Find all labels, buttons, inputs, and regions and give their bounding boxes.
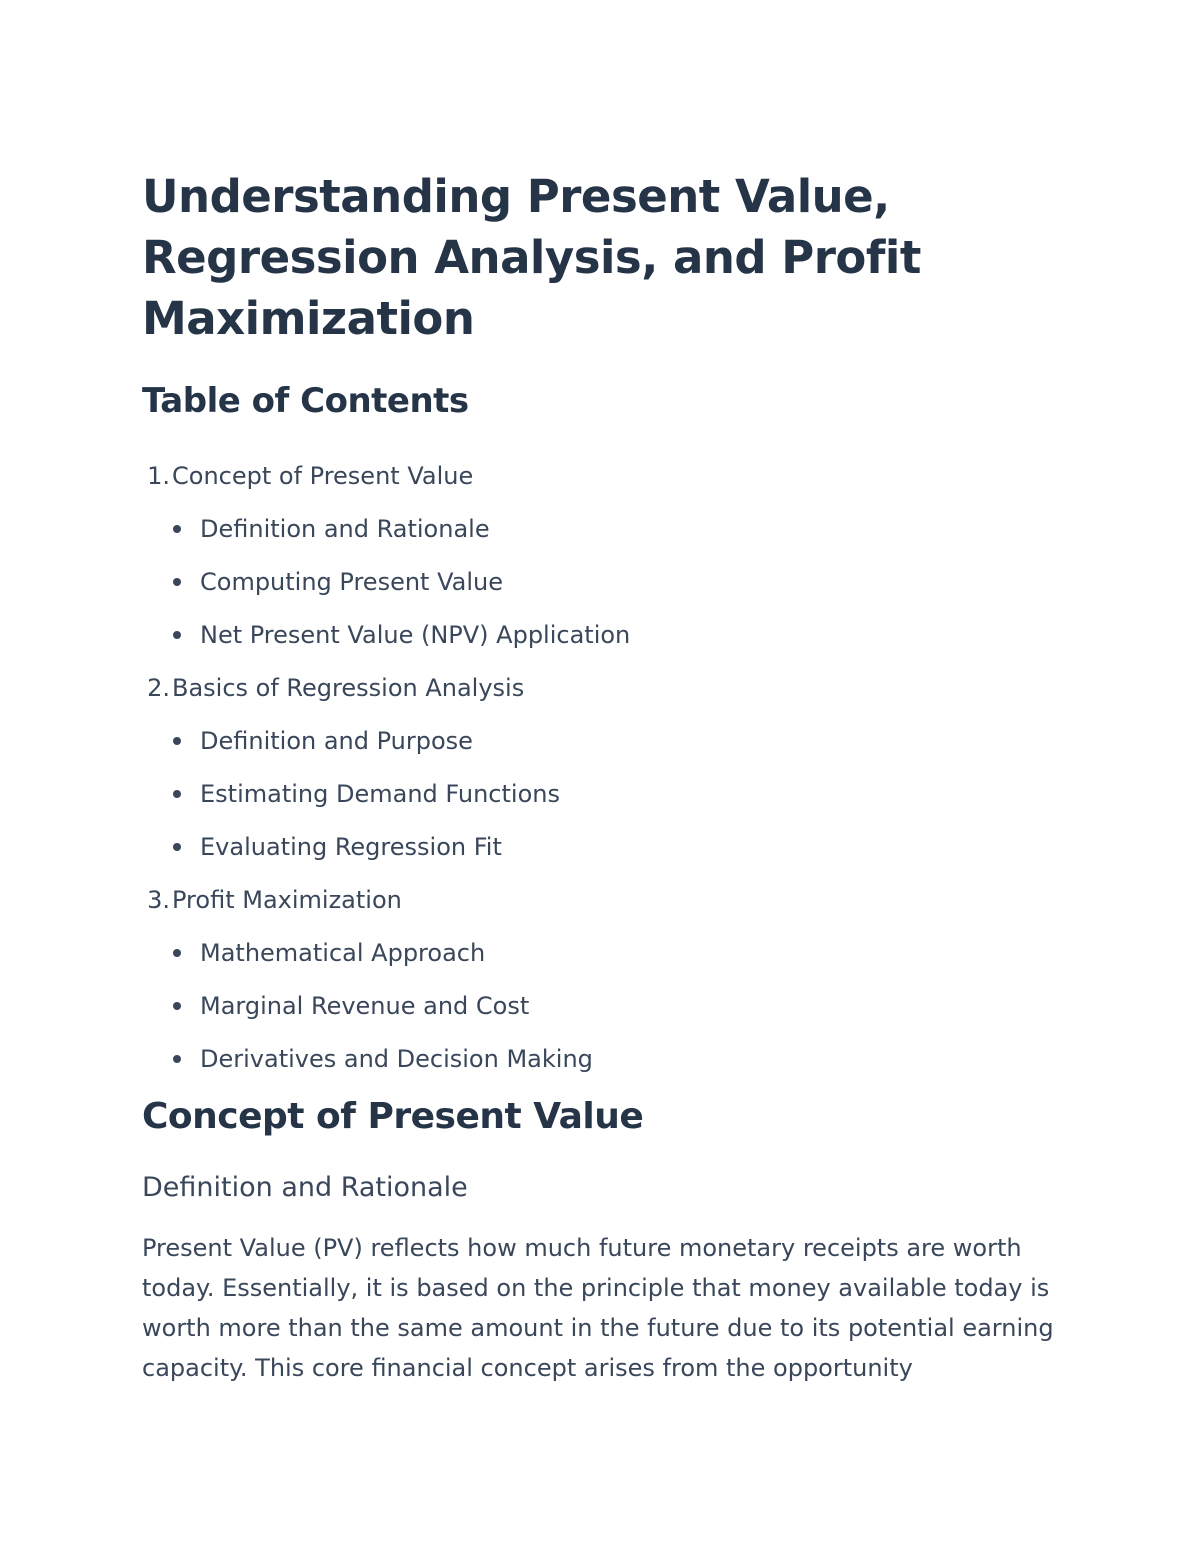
toc-heading: Table of Contents (142, 381, 469, 421)
bullet-icon (173, 1055, 181, 1063)
bullet-icon (173, 1002, 181, 1010)
toc-number: 2. (147, 674, 170, 702)
toc-item-regression (142, 662, 1072, 715)
toc-subitem-label: Marginal Revenue and Cost (200, 992, 530, 1020)
toc-subitem-label: Computing Present Value (200, 568, 503, 596)
toc-item-present-value (142, 450, 1072, 503)
section-heading: Concept of Present Value (142, 1096, 644, 1137)
toc-item-profit (142, 874, 1072, 927)
toc-subitem (142, 980, 1072, 1033)
bullet-icon (173, 578, 181, 586)
toc-subitem-label: Mathematical Approach (200, 939, 486, 967)
toc-subitem-label: Derivatives and Decision Making (200, 1045, 593, 1073)
toc-subitem (142, 768, 1072, 821)
toc-subitem-label: Definition and Purpose (200, 727, 473, 755)
bullet-icon (173, 843, 181, 851)
toc-label: Profit Maximization (172, 886, 402, 914)
subsection-heading: Definition and Rationale (142, 1172, 468, 1203)
body-paragraph: Present Value (PV) reflects how much future monetary receipts are worth today. Essentially, it is based on the principle that money available today is worth more than the same amount in the future due to its potential earning capacity. This core financial concept arises from the opportunity (142, 1234, 1054, 1382)
toc-subitem (142, 1033, 1072, 1086)
bullet-icon (173, 790, 181, 798)
toc-subitem (142, 609, 1072, 662)
toc-subitem (142, 715, 1072, 768)
toc-subitem (142, 821, 1072, 874)
toc-label: Concept of Present Value (172, 462, 474, 490)
toc-number: 3. (147, 886, 170, 914)
toc-subitem-label: Net Present Value (NPV) Application (200, 621, 631, 649)
bullet-icon (173, 949, 181, 957)
toc-number: 1. (147, 462, 170, 490)
toc-subitem-label: Definition and Rationale (200, 515, 490, 543)
document-title: Understanding Present Value, Regression Analysis, and Profit Maximization (142, 170, 921, 345)
table-of-contents (142, 450, 1072, 1086)
toc-subitem (142, 927, 1072, 980)
toc-subitem-label: Evaluating Regression Fit (200, 833, 502, 861)
bullet-icon (173, 525, 181, 533)
toc-label: Basics of Regression Analysis (172, 674, 525, 702)
toc-subitem (142, 503, 1072, 556)
bullet-icon (173, 631, 181, 639)
toc-subitem (142, 556, 1072, 609)
bullet-icon (173, 737, 181, 745)
toc-subitem-label: Estimating Demand Functions (200, 780, 560, 808)
